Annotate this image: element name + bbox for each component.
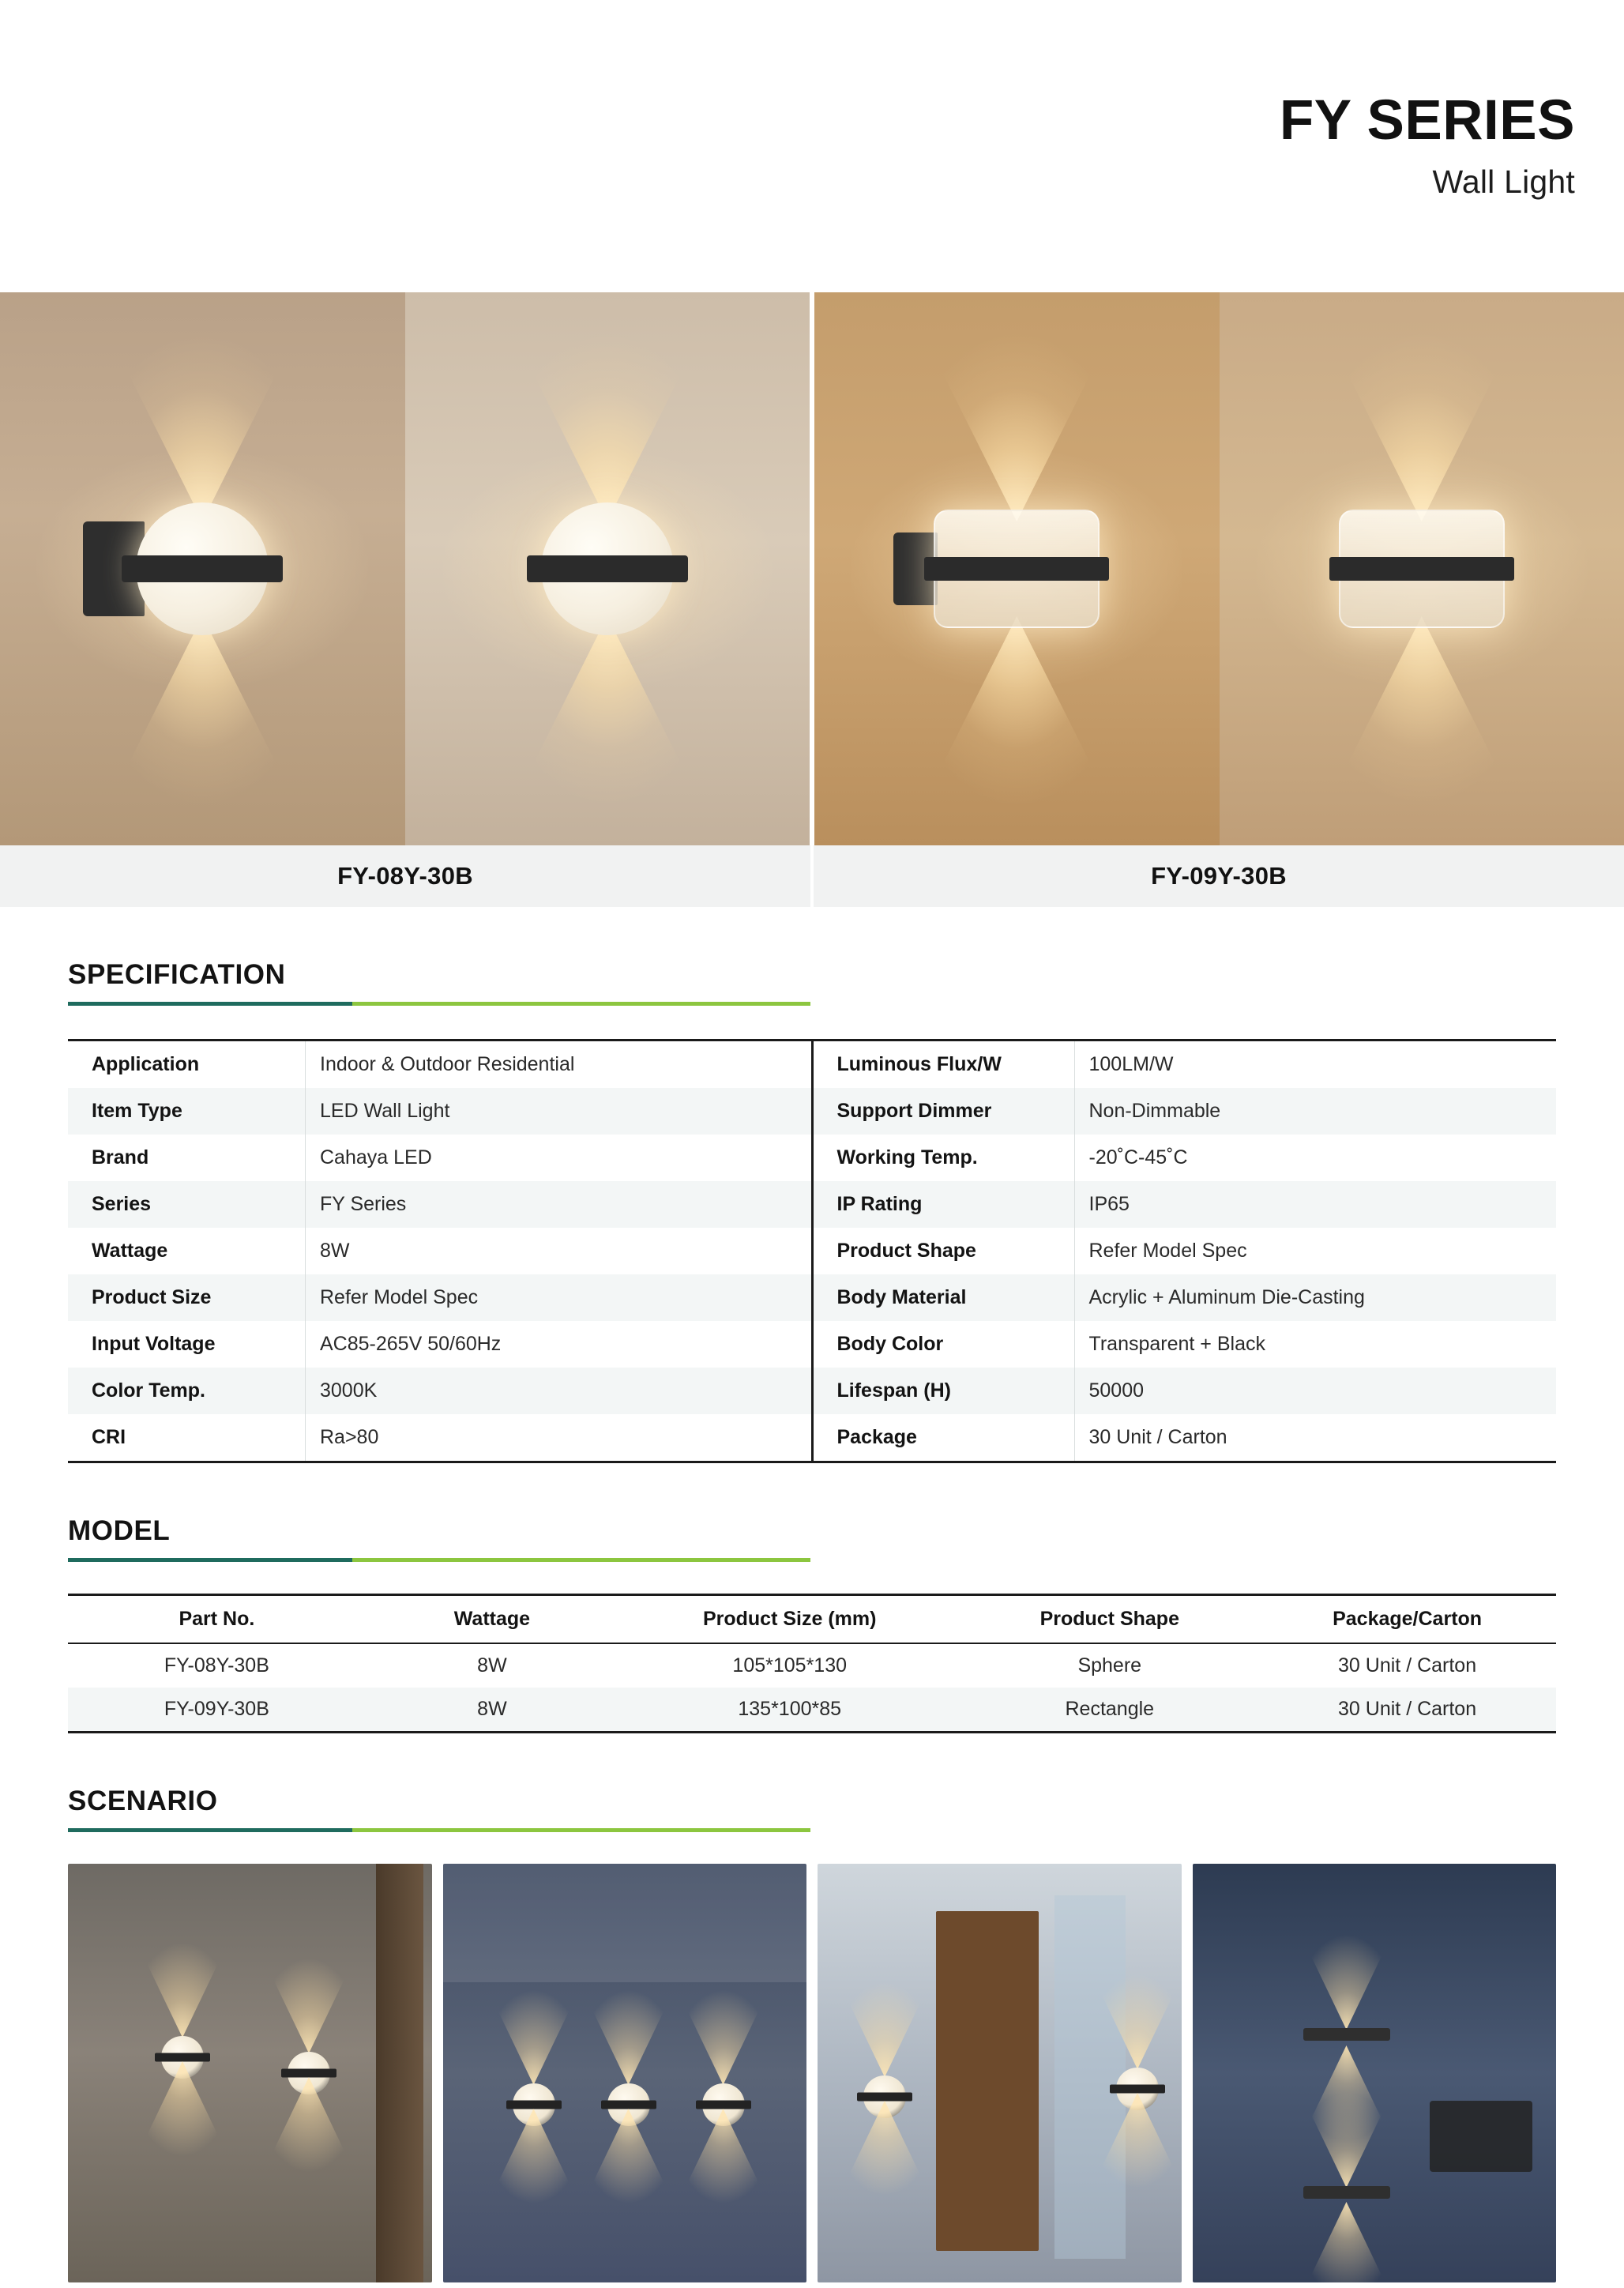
spec-key: Support Dimmer (836, 1100, 992, 1122)
column-header: Package/Carton (1258, 1595, 1556, 1644)
spec-key: Product Shape (836, 1240, 976, 1262)
light-cone-up-icon (664, 1966, 783, 2085)
spec-key: Brand (92, 1146, 149, 1168)
spec-key: Color Temp. (92, 1379, 205, 1402)
product-photo-rect-front (1220, 292, 1624, 845)
spec-value: Cahaya LED (305, 1135, 811, 1181)
tree-trunk (376, 1864, 423, 2282)
table-row (68, 1688, 1556, 1733)
column-header: Part No. (68, 1595, 366, 1644)
spec-row (68, 1041, 811, 1088)
spec-row (814, 1135, 1557, 1181)
spec-value: Indoor & Outdoor Residential (305, 1041, 811, 1088)
section-rule (68, 1002, 810, 1006)
light-cone-down-icon (570, 2109, 688, 2227)
specification-heading: SPECIFICATION (68, 959, 286, 990)
spec-key: Body Material (836, 1286, 967, 1308)
caption-model-2: FY-09Y-30B (1151, 862, 1287, 890)
cell-package: 30 Unit / Carton (1338, 1654, 1477, 1676)
wall-lamp (702, 2083, 745, 2126)
spec-value: Non-Dimmable (1074, 1088, 1557, 1135)
spec-key: Working Temp. (836, 1146, 978, 1168)
scenario-section (0, 1786, 1624, 2282)
cell-part-no: FY-08Y-30B (164, 1654, 269, 1676)
wall-lamp (1303, 2028, 1390, 2041)
spec-key: Body Color (836, 1333, 944, 1355)
light-cone-up-icon (250, 1935, 368, 2053)
page-header (0, 0, 1624, 292)
spec-row (68, 1088, 811, 1135)
spec-row (814, 1321, 1557, 1368)
spec-row (68, 1368, 811, 1414)
product-hero-gallery (0, 292, 1624, 845)
light-cone-up-icon (825, 1959, 944, 2077)
spec-value: LED Wall Light (305, 1088, 811, 1135)
spec-row (814, 1228, 1557, 1274)
light-cone-up-icon (1288, 1911, 1406, 2030)
spec-value: 50000 (1074, 1368, 1557, 1414)
section-rule (68, 1828, 810, 1832)
scenario-heading: SCENARIO (68, 1786, 218, 1816)
spec-key: Lifespan (H) (836, 1379, 951, 1402)
spec-key: Input Voltage (92, 1333, 216, 1355)
rect-lamp-body (934, 510, 1100, 628)
cell-product-size: 135*100*85 (618, 1688, 960, 1733)
light-cone-up-icon (1288, 2069, 1406, 2188)
spec-value: Ra>80 (305, 1414, 811, 1461)
column-header: Wattage (366, 1595, 618, 1644)
spec-row (814, 1041, 1557, 1088)
light-cone-down-icon (475, 2109, 593, 2227)
light-cone-down-icon (1288, 2045, 1406, 2164)
model-section (0, 1515, 1624, 1733)
scenario-photo-3 (818, 1864, 1182, 2282)
spec-row (68, 1181, 811, 1228)
light-cone-up-icon (570, 1966, 688, 2085)
wall-lamp (607, 2083, 650, 2126)
scenario-gallery (68, 1864, 1556, 2282)
column-header: Product Shape (960, 1595, 1258, 1644)
cell-wattage: 8W (366, 1688, 618, 1733)
section-rule (68, 1558, 810, 1562)
spec-value: 30 Unit / Carton (1074, 1414, 1557, 1461)
light-cone-up-icon (475, 1966, 593, 2085)
spec-key: Luminous Flux/W (836, 1053, 1002, 1075)
spec-value: Refer Model Spec (1074, 1228, 1557, 1274)
spec-row (814, 1274, 1557, 1321)
spec-row (68, 1414, 811, 1461)
model-table (68, 1594, 1556, 1733)
wall-lamp (863, 2075, 906, 2118)
spec-column-left (68, 1041, 814, 1461)
cell-product-size: 105*105*130 (732, 1654, 848, 1676)
spec-column-right (814, 1041, 1557, 1461)
model-heading: MODEL (68, 1515, 171, 1546)
spec-key: Series (92, 1193, 152, 1215)
scenario-photo-2 (443, 1864, 807, 2282)
wall-panel (443, 1864, 807, 1982)
caption-model-1: FY-08Y-30B (337, 862, 473, 890)
spec-value: 3000K (305, 1368, 811, 1414)
rect-lamp-body (1339, 510, 1505, 628)
sphere-lamp-body (541, 502, 674, 635)
light-cone-down-icon (250, 2077, 368, 2196)
specification-section (0, 959, 1624, 1463)
wall-lamp (1116, 2068, 1159, 2110)
lamp-band (122, 555, 283, 582)
light-cone-down-icon (664, 2109, 783, 2227)
spec-row (814, 1088, 1557, 1135)
cell-product-shape: Sphere (1077, 1654, 1142, 1676)
sphere-lamp-body (136, 502, 269, 635)
spec-key: CRI (92, 1426, 126, 1448)
spec-value: Acrylic + Aluminum Die-Casting (1074, 1274, 1557, 1321)
light-cone-down-icon (1288, 2202, 1406, 2282)
window-panel (1054, 1895, 1126, 2259)
spec-key: Application (92, 1053, 200, 1075)
spec-row (68, 1135, 811, 1181)
spec-value: AC85-265V 50/60Hz (305, 1321, 811, 1368)
product-photo-sphere-front (405, 292, 810, 845)
page-title: FY SERIES (1279, 89, 1575, 152)
wall-lamp (288, 2052, 330, 2094)
wall-lamp (161, 2036, 204, 2079)
spec-row (814, 1414, 1557, 1461)
spec-key: IP Rating (836, 1193, 923, 1215)
spec-row (68, 1321, 811, 1368)
spec-key: Wattage (92, 1240, 168, 1262)
scenario-photo-4 (1193, 1864, 1557, 2282)
light-cone-down-icon (123, 2061, 242, 2180)
lamp-band (924, 557, 1109, 581)
wall-lamp (513, 2083, 555, 2126)
cell-product-shape: Rectangle (960, 1688, 1258, 1733)
spec-row (68, 1228, 811, 1274)
page-subtitle: Wall Light (1432, 163, 1575, 200)
table-row (68, 1643, 1556, 1688)
specification-table (68, 1039, 1556, 1463)
spec-value: 8W (305, 1228, 811, 1274)
light-cone-down-icon (825, 2101, 944, 2219)
louver-panel (1430, 2101, 1532, 2172)
spec-value: FY Series (305, 1181, 811, 1228)
model-caption-bar (0, 845, 1624, 907)
light-cone-up-icon (123, 1919, 242, 2038)
spec-value: IP65 (1074, 1181, 1557, 1228)
product-photo-sphere-angled (0, 292, 405, 845)
cell-package: 30 Unit / Carton (1258, 1688, 1556, 1733)
spec-value: -20˚C-45˚C (1074, 1135, 1557, 1181)
spec-value: Refer Model Spec (305, 1274, 811, 1321)
table-header-row (68, 1595, 1556, 1644)
spec-key: Item Type (92, 1100, 182, 1122)
wall-lamp (1303, 2186, 1390, 2199)
cell-part-no: FY-09Y-30B (68, 1688, 366, 1733)
lamp-band (527, 555, 688, 582)
entry-door (936, 1911, 1039, 2251)
lamp-band (1329, 557, 1514, 581)
scenario-photo-1 (68, 1864, 432, 2282)
spec-value: Transparent + Black (1074, 1321, 1557, 1368)
spec-key: Product Size (92, 1286, 212, 1308)
spec-row (814, 1368, 1557, 1414)
spec-key: Package (836, 1426, 917, 1448)
cell-wattage: 8W (477, 1654, 507, 1676)
spec-value: 100LM/W (1074, 1041, 1557, 1088)
spec-row (68, 1274, 811, 1321)
spec-row (814, 1181, 1557, 1228)
column-header: Product Size (mm) (618, 1595, 960, 1644)
product-photo-rect-angled (814, 292, 1220, 845)
